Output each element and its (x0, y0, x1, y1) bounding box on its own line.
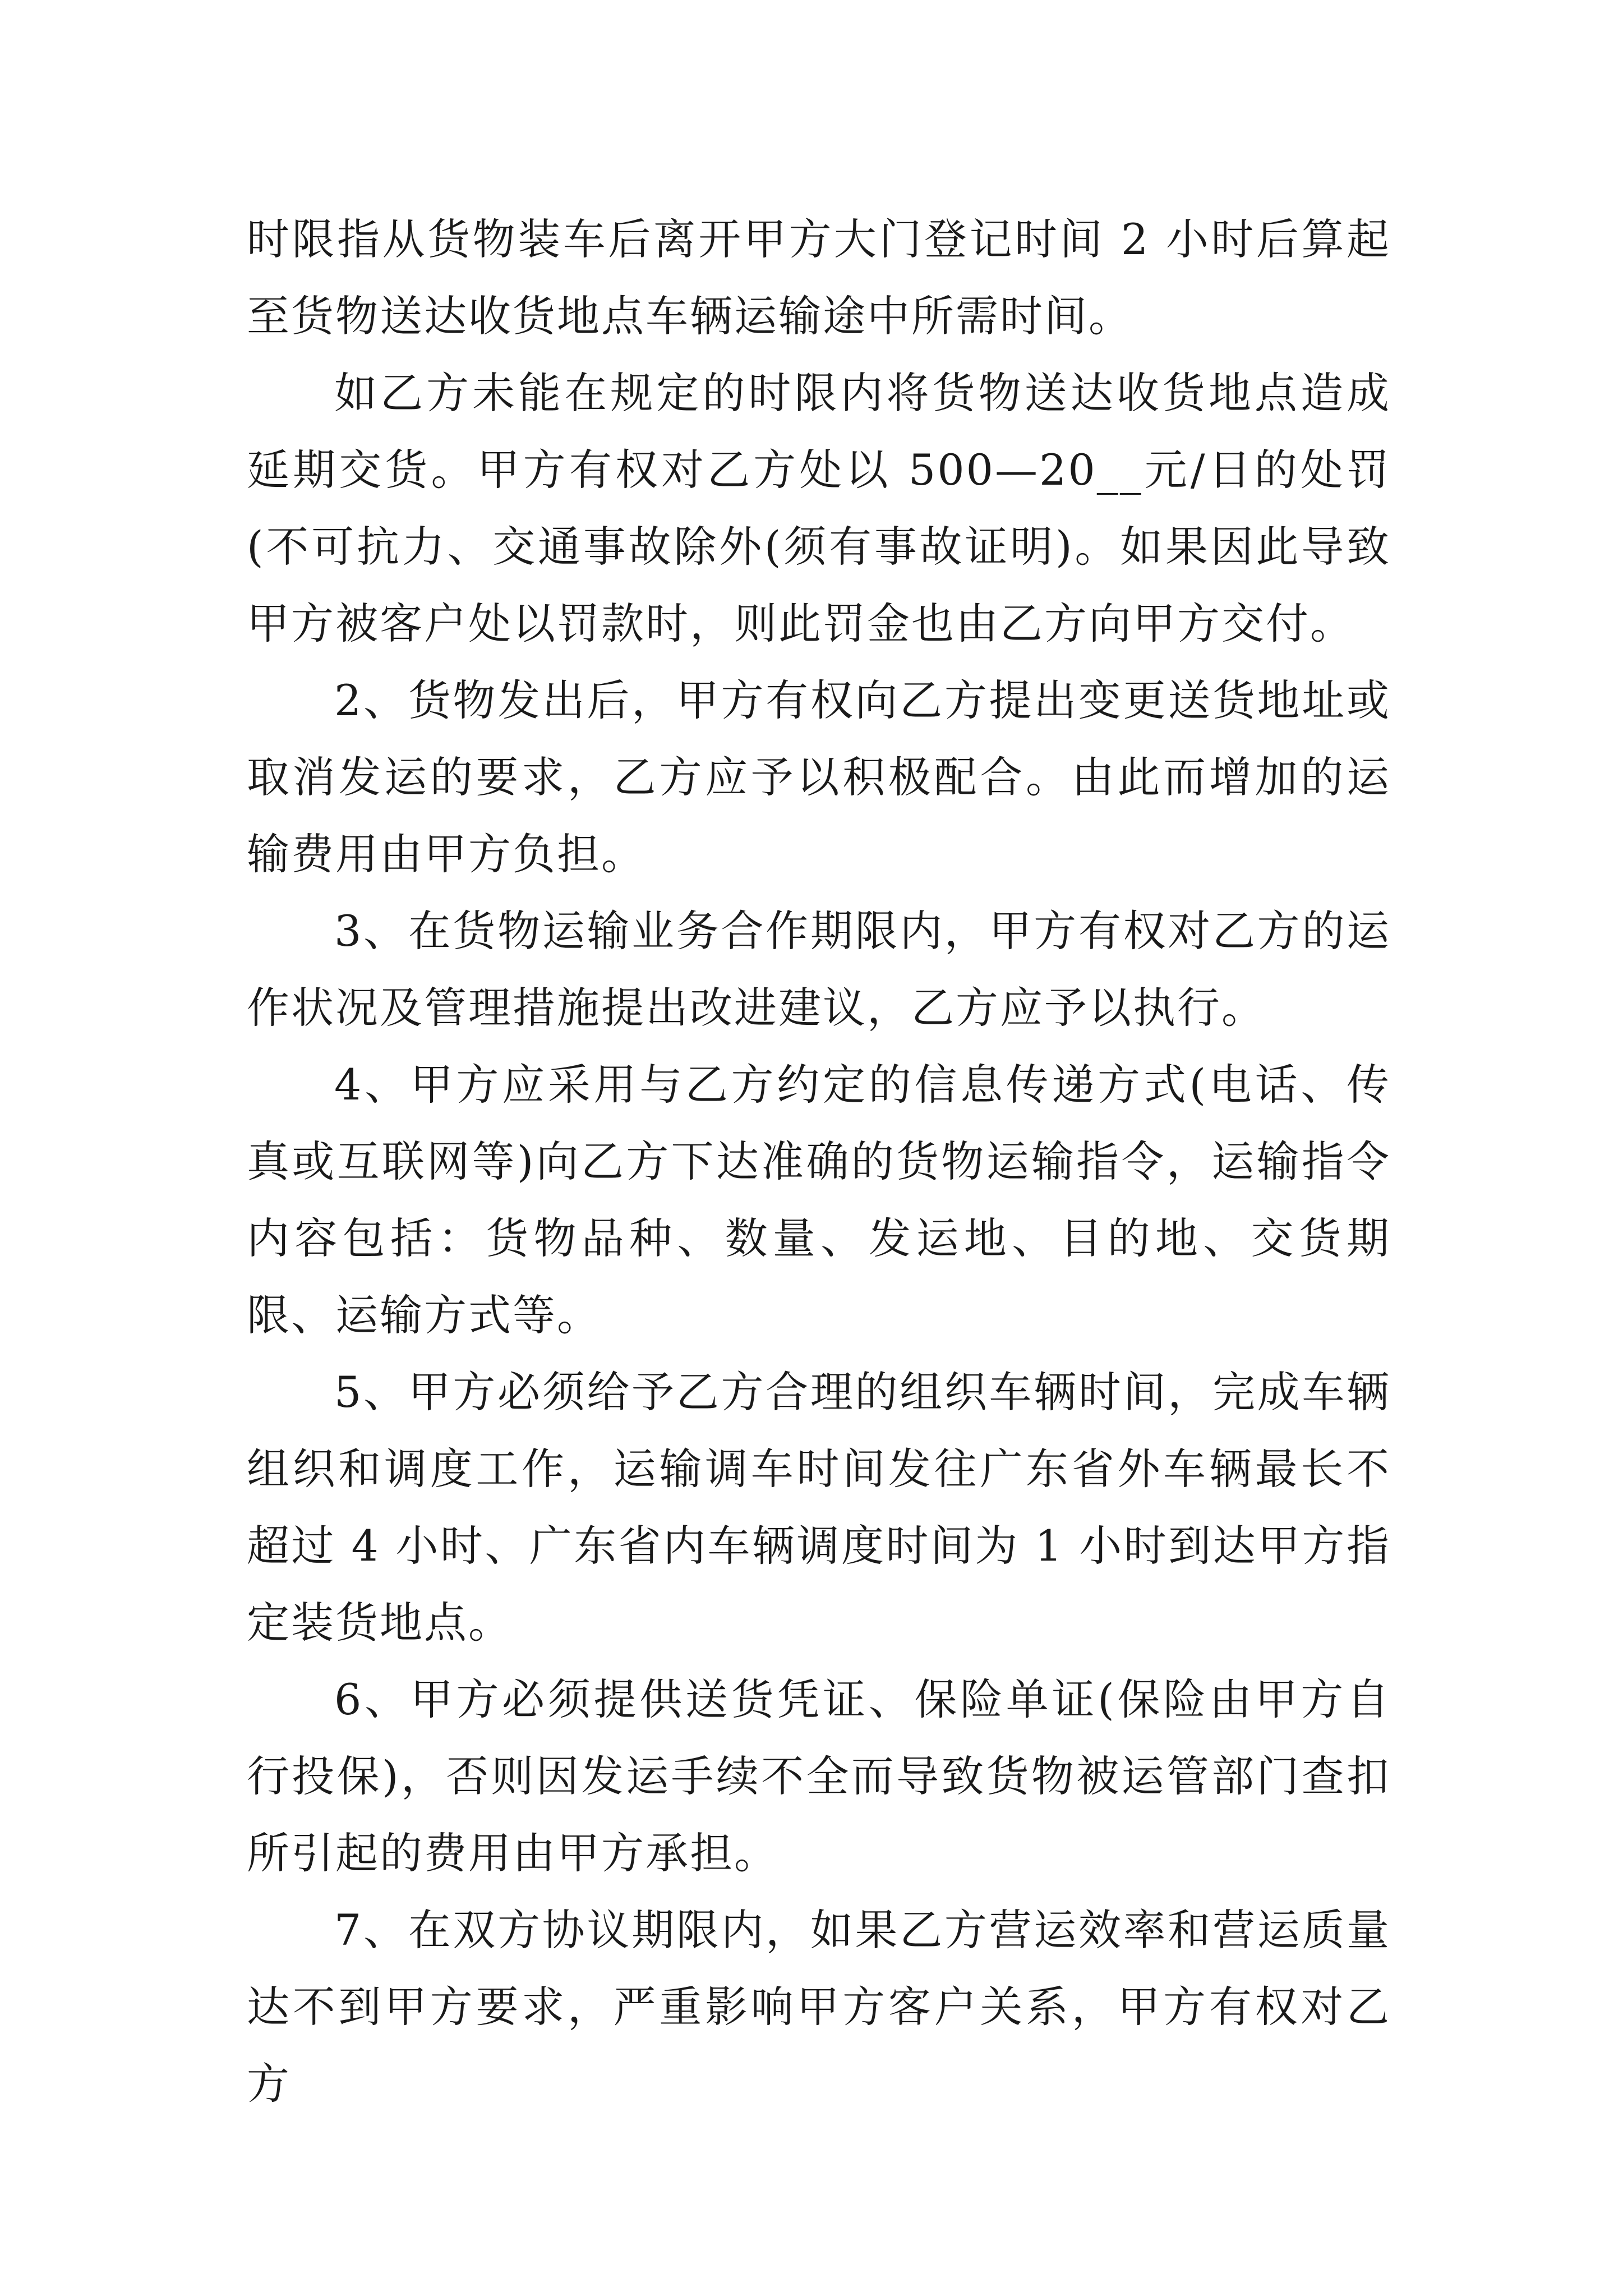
paragraph-continuation: 时限指从货物装车后离开甲方大门登记时间 2 小时后算起至货物送达收货地点车辆运输途中所需时间。 (247, 214, 1391, 341)
paragraph-clause-7: 7、在双方协议期限内，如果乙方营运效率和营运质量达不到甲方要求，严重影响甲方客户关系，甲方有权对乙方 (247, 1905, 1391, 2109)
paragraph-clause-5: 5、甲方必须给予乙方合理的组织车辆时间，完成车辆组织和调度工作，运输调车时间发往广东省外车辆最长不超过 4 小时、广东省内车辆调度时间为 1 小时到达甲方指定装货地点。 (247, 1367, 1391, 1648)
paragraph-clause-4: 4、甲方应采用与乙方约定的信息传递方式(电话、传真或互联网等)向乙方下达准确的货物运输指令，运输指令内容包括：货物品种、数量、发运地、目的地、交货期限、运输方式等。 (247, 1060, 1391, 1340)
paragraph-clause-6: 6、甲方必须提供送货凭证、保险单证(保险由甲方自行投保)，否则因发运手续不全而导致货物被运管部门查扣所引起的费用由甲方承担。 (247, 1674, 1391, 1878)
paragraph-clause-3: 3、在货物运输业务合作期限内，甲方有权对乙方的运作状况及管理措施提出改进建议，乙方应予以执行。 (247, 906, 1391, 1033)
paragraph-clause-2: 2、货物发出后，甲方有权向乙方提出变更送货地址或取消发运的要求，乙方应予以积极配合。由此而增加的运输费用由甲方负担。 (247, 675, 1391, 879)
paragraph-penalty: 如乙方未能在规定的时限内将货物送达收货地点造成延期交货。甲方有权对乙方处以 500—20__元/日的处罚(不可抗力、交通事故除外(须有事故证明)。如果因此导致甲方被客户处以罚款时，则此罚金也由乙方向甲方交付。 (247, 368, 1391, 648)
document-body (247, 201, 1391, 2122)
